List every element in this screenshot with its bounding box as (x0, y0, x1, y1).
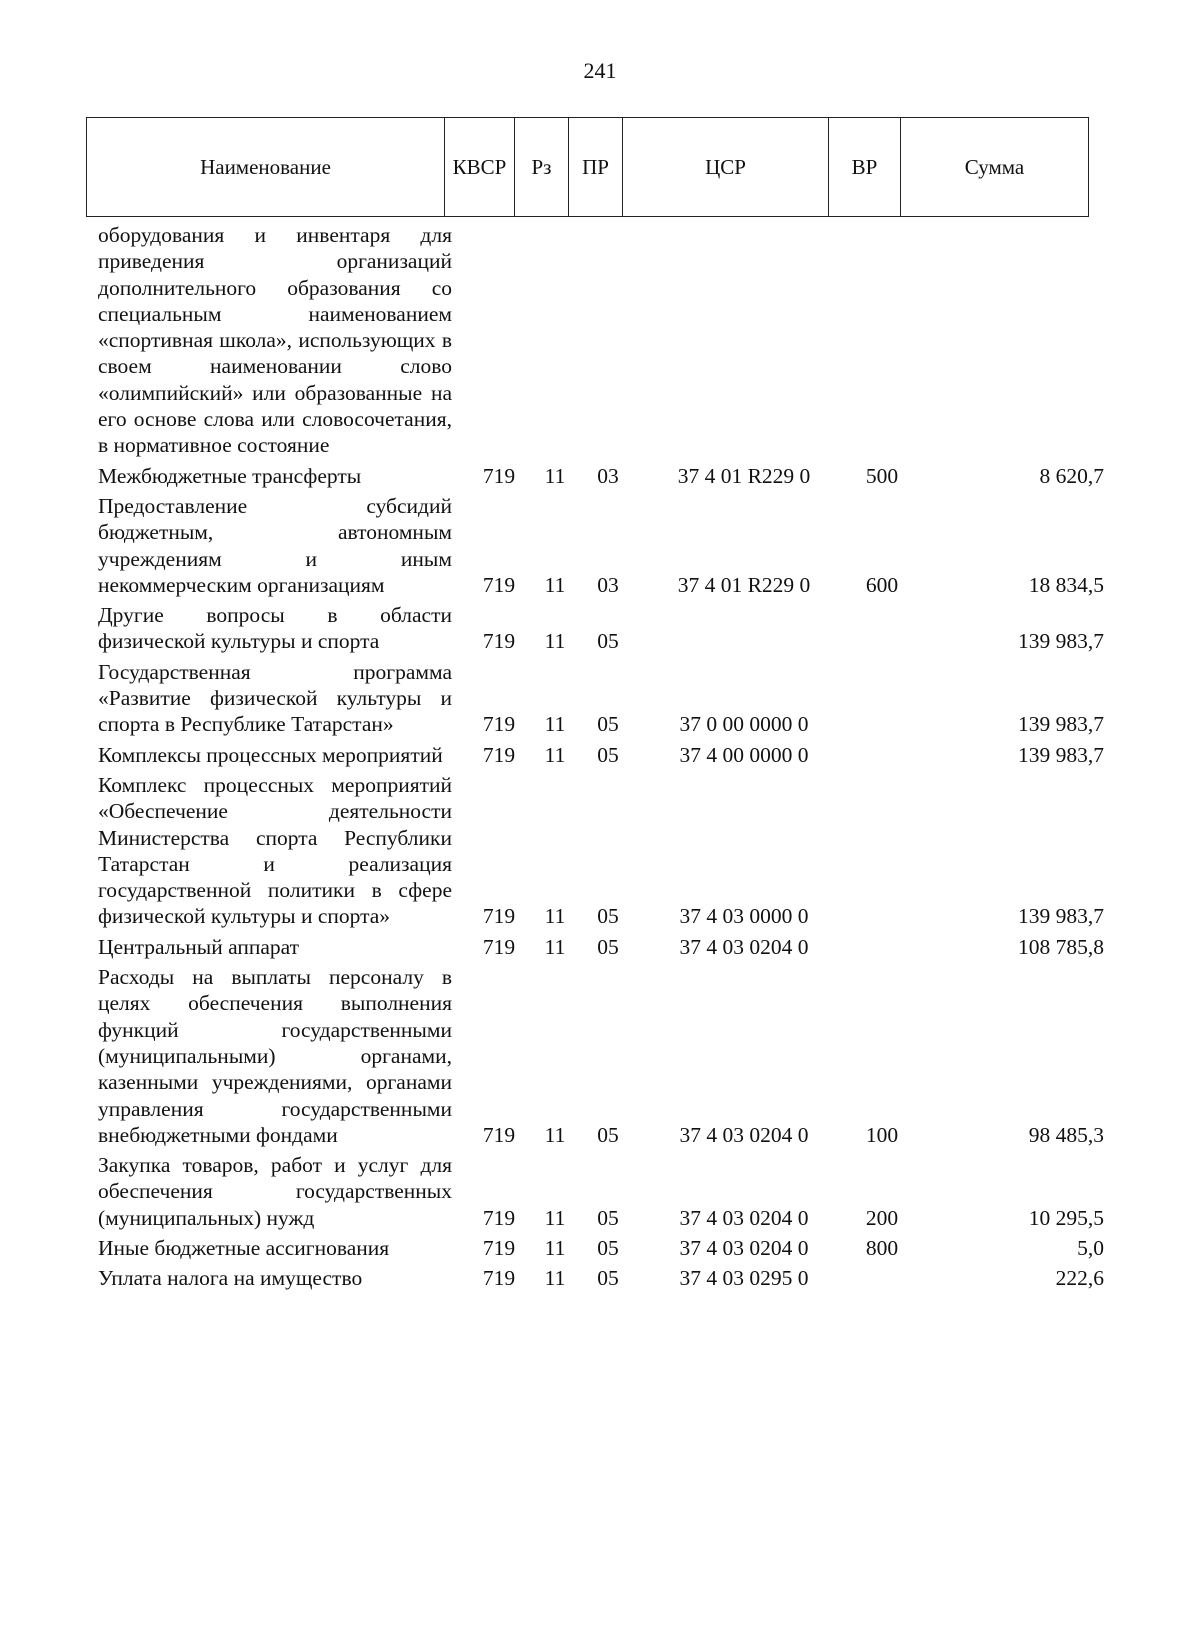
header-rz: Рз (515, 118, 569, 217)
table-header (86, 117, 1089, 217)
table-row (86, 463, 1130, 489)
table-row (86, 222, 1130, 459)
cell-csr: 37 4 01 R229 0 (677, 463, 811, 488)
cell-rz: 11 (544, 934, 566, 959)
cell-pr: 03 (597, 463, 619, 488)
cell-name: Центральный аппарат (98, 934, 300, 959)
cell-kvsr: 719 (482, 934, 516, 959)
cell-rz: 11 (544, 463, 566, 488)
cell-kvsr: 719 (482, 1235, 516, 1260)
cell-vr: 200 (865, 1205, 899, 1230)
cell-kvsr: 719 (482, 1205, 516, 1230)
cell-csr: 37 4 03 0295 0 (679, 1266, 809, 1291)
cell-sum: 139 983,7 (1018, 742, 1104, 767)
cell-pr: 03 (597, 572, 619, 597)
cell-csr: 37 4 03 0204 0 (679, 934, 809, 959)
table-row (86, 1265, 1130, 1291)
cell-csr: 37 4 03 0204 0 (679, 1205, 809, 1230)
cell-pr: 05 (597, 1266, 619, 1291)
table-row (86, 742, 1130, 768)
cell-kvsr: 719 (482, 1266, 516, 1291)
header-name: Наименование (87, 118, 445, 217)
header-vr: ВР (829, 118, 901, 217)
cell-name: Расходы на выплаты персоналу в целях обеспечения выполнения функций государственными (муниципальными) органами, казенными учреждениями, органами управления государственными внебюджетными фондами (98, 965, 452, 1147)
cell-sum: 139 983,7 (1018, 629, 1104, 654)
header-sum: Сумма (901, 118, 1089, 217)
cell-sum: 98 485,3 (1028, 1122, 1104, 1147)
cell-rz: 11 (544, 712, 566, 737)
cell-vr: 600 (865, 572, 899, 597)
cell-name: Иные бюджетные ассигнования (98, 1235, 390, 1260)
cell-name: Другие вопросы в области физической культуры и спорта (98, 603, 452, 654)
table-row (86, 602, 1130, 655)
cell-name: Межбюджетные трансферты (98, 463, 362, 488)
cell-pr: 05 (597, 712, 619, 737)
cell-sum: 139 983,7 (1018, 904, 1104, 929)
cell-kvsr: 719 (482, 712, 516, 737)
cell-rz: 11 (544, 1266, 566, 1291)
cell-csr: 37 4 00 0000 0 (679, 742, 809, 767)
cell-pr: 05 (597, 1235, 619, 1260)
cell-kvsr: 719 (482, 904, 516, 929)
table-row (86, 1152, 1130, 1231)
table-body (86, 222, 1130, 1292)
cell-vr: 800 (865, 1235, 899, 1260)
cell-csr: 37 4 03 0204 0 (679, 1235, 809, 1260)
cell-csr: 37 4 01 R229 0 (677, 572, 811, 597)
cell-rz: 11 (544, 1205, 566, 1230)
cell-kvsr: 719 (482, 1122, 516, 1147)
cell-pr: 05 (597, 1205, 619, 1230)
cell-csr: 37 4 03 0000 0 (679, 904, 809, 929)
cell-kvsr: 719 (482, 742, 516, 767)
cell-pr: 05 (597, 934, 619, 959)
cell-sum: 139 983,7 (1018, 712, 1104, 737)
cell-pr: 05 (597, 629, 619, 654)
cell-sum: 5,0 (1077, 1235, 1104, 1260)
cell-kvsr: 719 (482, 572, 516, 597)
cell-rz: 11 (544, 629, 566, 654)
cell-kvsr: 719 (482, 463, 516, 488)
cell-sum: 108 785,8 (1018, 934, 1104, 959)
cell-rz: 11 (544, 742, 566, 767)
cell-name: Уплата налога на имущество (98, 1266, 363, 1291)
cell-name: Государственная программа «Развитие физической культуры и спорта в Республике Татарстан» (98, 659, 452, 737)
header-kvsr: КВСР (445, 118, 515, 217)
cell-vr: 100 (865, 1122, 899, 1147)
cell-csr: 37 0 00 0000 0 (679, 712, 809, 737)
cell-sum: 222,6 (1055, 1266, 1104, 1291)
header-pr: ПР (569, 118, 623, 217)
header-csr: ЦСР (623, 118, 829, 217)
cell-name: оборудования и инвентаря для приведения организаций дополнительного образования со специальным наименованием «спортивная школа», использующих в своем наименовании слово «олимпийский» или образованные на его основе слова или словосочетания, в нормативное состояние (98, 223, 452, 458)
page-number: 241 (583, 58, 617, 83)
cell-rz: 11 (544, 904, 566, 929)
cell-csr: 37 4 03 0204 0 (679, 1122, 809, 1147)
cell-rz: 11 (544, 1122, 566, 1147)
cell-pr: 05 (597, 904, 619, 929)
cell-pr: 05 (597, 742, 619, 767)
table-row (86, 659, 1130, 738)
cell-sum: 18 834,5 (1028, 572, 1104, 597)
cell-sum: 8 620,7 (1039, 463, 1104, 488)
table-row (86, 772, 1130, 930)
table-row (86, 1235, 1130, 1261)
cell-rz: 11 (544, 572, 566, 597)
cell-rz: 11 (544, 1235, 566, 1260)
cell-name: Предоставление субсидий бюджетным, автономным учреждениям и иным некоммерческим организациям (98, 493, 452, 597)
table-row (86, 964, 1130, 1148)
header-row (87, 118, 1089, 217)
table-row (86, 934, 1130, 960)
cell-sum: 10 295,5 (1028, 1205, 1104, 1230)
cell-pr: 05 (597, 1122, 619, 1147)
cell-name: Комплексы процессных мероприятий (98, 742, 443, 767)
table-row (86, 493, 1130, 598)
cell-vr: 500 (865, 463, 899, 488)
cell-name: Закупка товаров, работ и услуг для обеспечения государственных (муниципальных) нужд (98, 1153, 452, 1230)
cell-name: Комплекс процессных мероприятий «Обеспечение деятельности Министерства спорта Республики Татарстан и реализация государственной политики в сфере физической культуры и спорта» (98, 772, 452, 929)
cell-kvsr: 719 (482, 629, 516, 654)
